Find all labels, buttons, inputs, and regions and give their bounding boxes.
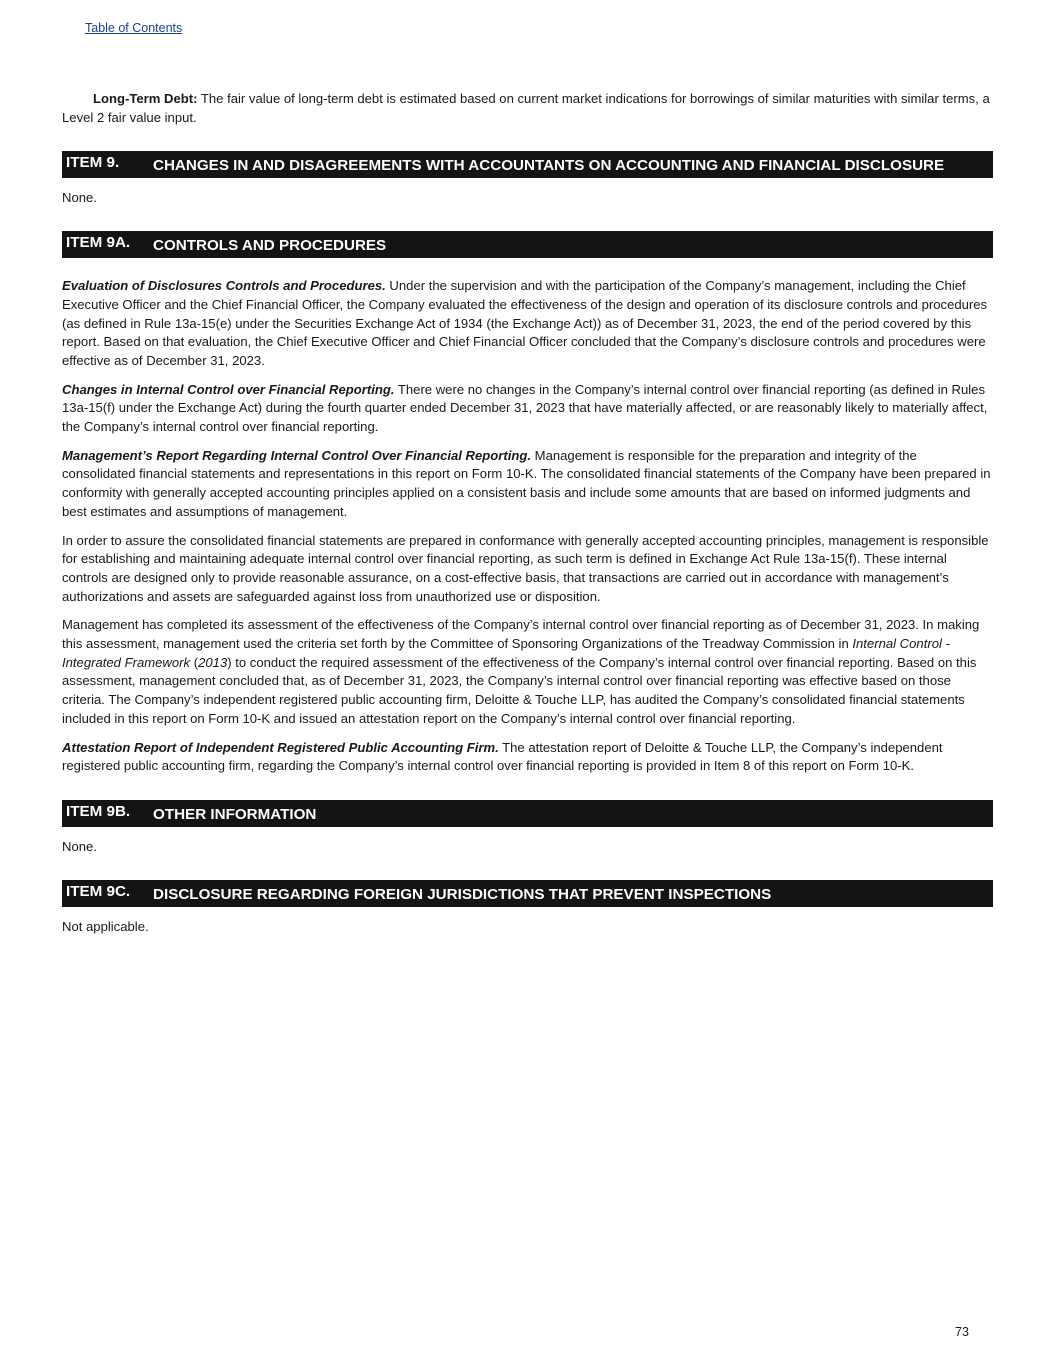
item-9a-title: CONTROLS AND PROCEDURES (153, 237, 387, 255)
attestation-paragraph (62, 739, 993, 776)
framework-year: 2013 (198, 654, 228, 670)
item-9b-body: None. (62, 838, 97, 854)
framework-title: Internal Control - Integrated Framework (62, 636, 950, 670)
item-9b-header (62, 800, 993, 827)
item-9c-body: Not applicable. (62, 918, 149, 934)
item-9b-number: ITEM 9B. (66, 802, 131, 820)
changes-lead: Changes in Internal Control over Financial Reporting. (62, 381, 395, 397)
management-report-lead: Management’s Report Regarding Internal Control Over Financial Reporting. (62, 447, 532, 463)
item-9b-title: OTHER INFORMATION (153, 805, 317, 823)
item-9c-title: DISCLOSURE REGARDING FOREIGN JURISDICTIONS THAT PREVENT INSPECTIONS (153, 885, 772, 903)
attestation-lead: Attestation Report of Independent Registered Public Accounting Firm. (62, 739, 499, 755)
item-9-body: None. (62, 190, 97, 206)
long-term-debt-lead: Long-Term Debt: (93, 91, 198, 106)
assessment-text-part1: Management has completed its assessment of the effectiveness of the Company’s internal control over financial reporting as of December 31, 2023. In making this assessment, management used the criteria set forth by the Committee of Sponsoring Organizations of the Treadway Commission in (62, 617, 980, 652)
item-9a-number: ITEM 9A. (66, 234, 131, 252)
management-report-paragraph (62, 447, 993, 522)
item-9a-header (62, 231, 993, 258)
evaluation-paragraph (62, 277, 993, 371)
item-9c-header (62, 880, 993, 907)
long-term-debt-text: The fair value of long-term debt is estimated based on current market indications for borrowings of similar maturities with similar terms, a Level 2 fair value input. (62, 91, 990, 125)
page-content (62, 90, 993, 936)
item-9-header (62, 151, 993, 178)
long-term-debt-paragraph (62, 90, 993, 127)
changes-paragraph (62, 381, 993, 437)
assessment-paragraph (62, 616, 993, 728)
item-9c-number: ITEM 9C. (66, 882, 131, 900)
table-of-contents-link[interactable]: Table of Contents (85, 21, 183, 35)
changes-text: There were no changes in the Company’s internal control over financial reporting (as defined in Rules 13a-15(f) under the Exchange Act) during the fourth quarter ended December 31, 2023 that have materially affected, or are reasonably likely to materially affect, the Company’s internal control over financial reporting. (62, 381, 988, 435)
evaluation-lead: Evaluation of Disclosures Controls and Procedures. (62, 278, 386, 294)
management-report-text: Management is responsible for the preparation and integrity of the consolidated financial statements and representations in this report on Form 10-K. The consolidated financial statements of the Company have been prepared in conformity with generally accepted accounting principles applied on a consistent basis and include some amounts that are based on informed judgments and best estimates and assumptions of management. (62, 447, 991, 519)
item-9-number: ITEM 9. (66, 154, 120, 172)
assurance-paragraph: In order to assure the consolidated financial statements are prepared in conformance with generally accepted accounting principles, management is responsible for establishing and maintaining adequate internal control over financial reporting, as such term is defined in Exchange Act Rule 13a-15(f). These internal controls are designed only to provide reasonable assurance, on a cost-effective basis, that transactions are carried out in accordance with management’s authorizations and assets are safeguarded against loss from unauthorized use or disposition. (62, 532, 989, 604)
evaluation-text: Under the supervision and with the participation of the Company’s management, including the Chief Executive Officer and the Chief Financial Officer, the Company evaluated the effectiveness of the design and operation of its disclosure controls and procedures (as defined in Rule 13a-15(e) under the Securities Exchange Act of 1934 (the Exchange Act)) as of December 31, 2023, the end of the period covered by this report. Based on that evaluation, the Chief Executive Officer and Chief Financial Officer concluded that the Company’s disclosure controls and procedures were effective as of December 31, 2023. (62, 278, 988, 368)
item-9-title: CHANGES IN AND DISAGREEMENTS WITH ACCOUNTANTS ON ACCOUNTING AND FINANCIAL DISCLOSURE (153, 157, 945, 175)
assessment-open-paren: ( (190, 654, 199, 670)
attestation-text: The attestation report of Deloitte & Touche LLP, the Company’s independent registered public accounting firm, regarding the Company’s internal control over financial reporting is provided in Item 8 of this report on Form 10-K. (62, 739, 943, 774)
assessment-text-part2: ) to conduct the required assessment of the effectiveness of the Company’s internal control over financial reporting. Based on this assessment, management concluded that, as of December 31, 2023, the Company’s internal control over financial reporting was effective based on those criteria. The Company’s independent registered public accounting firm, Deloitte & Touche LLP, has audited the Company’s consolidated financial statements included in this report on Form 10-K and issued an attestation report on the Company’s internal control over financial reporting. (62, 654, 977, 726)
page-number: 73 (955, 1325, 969, 1339)
